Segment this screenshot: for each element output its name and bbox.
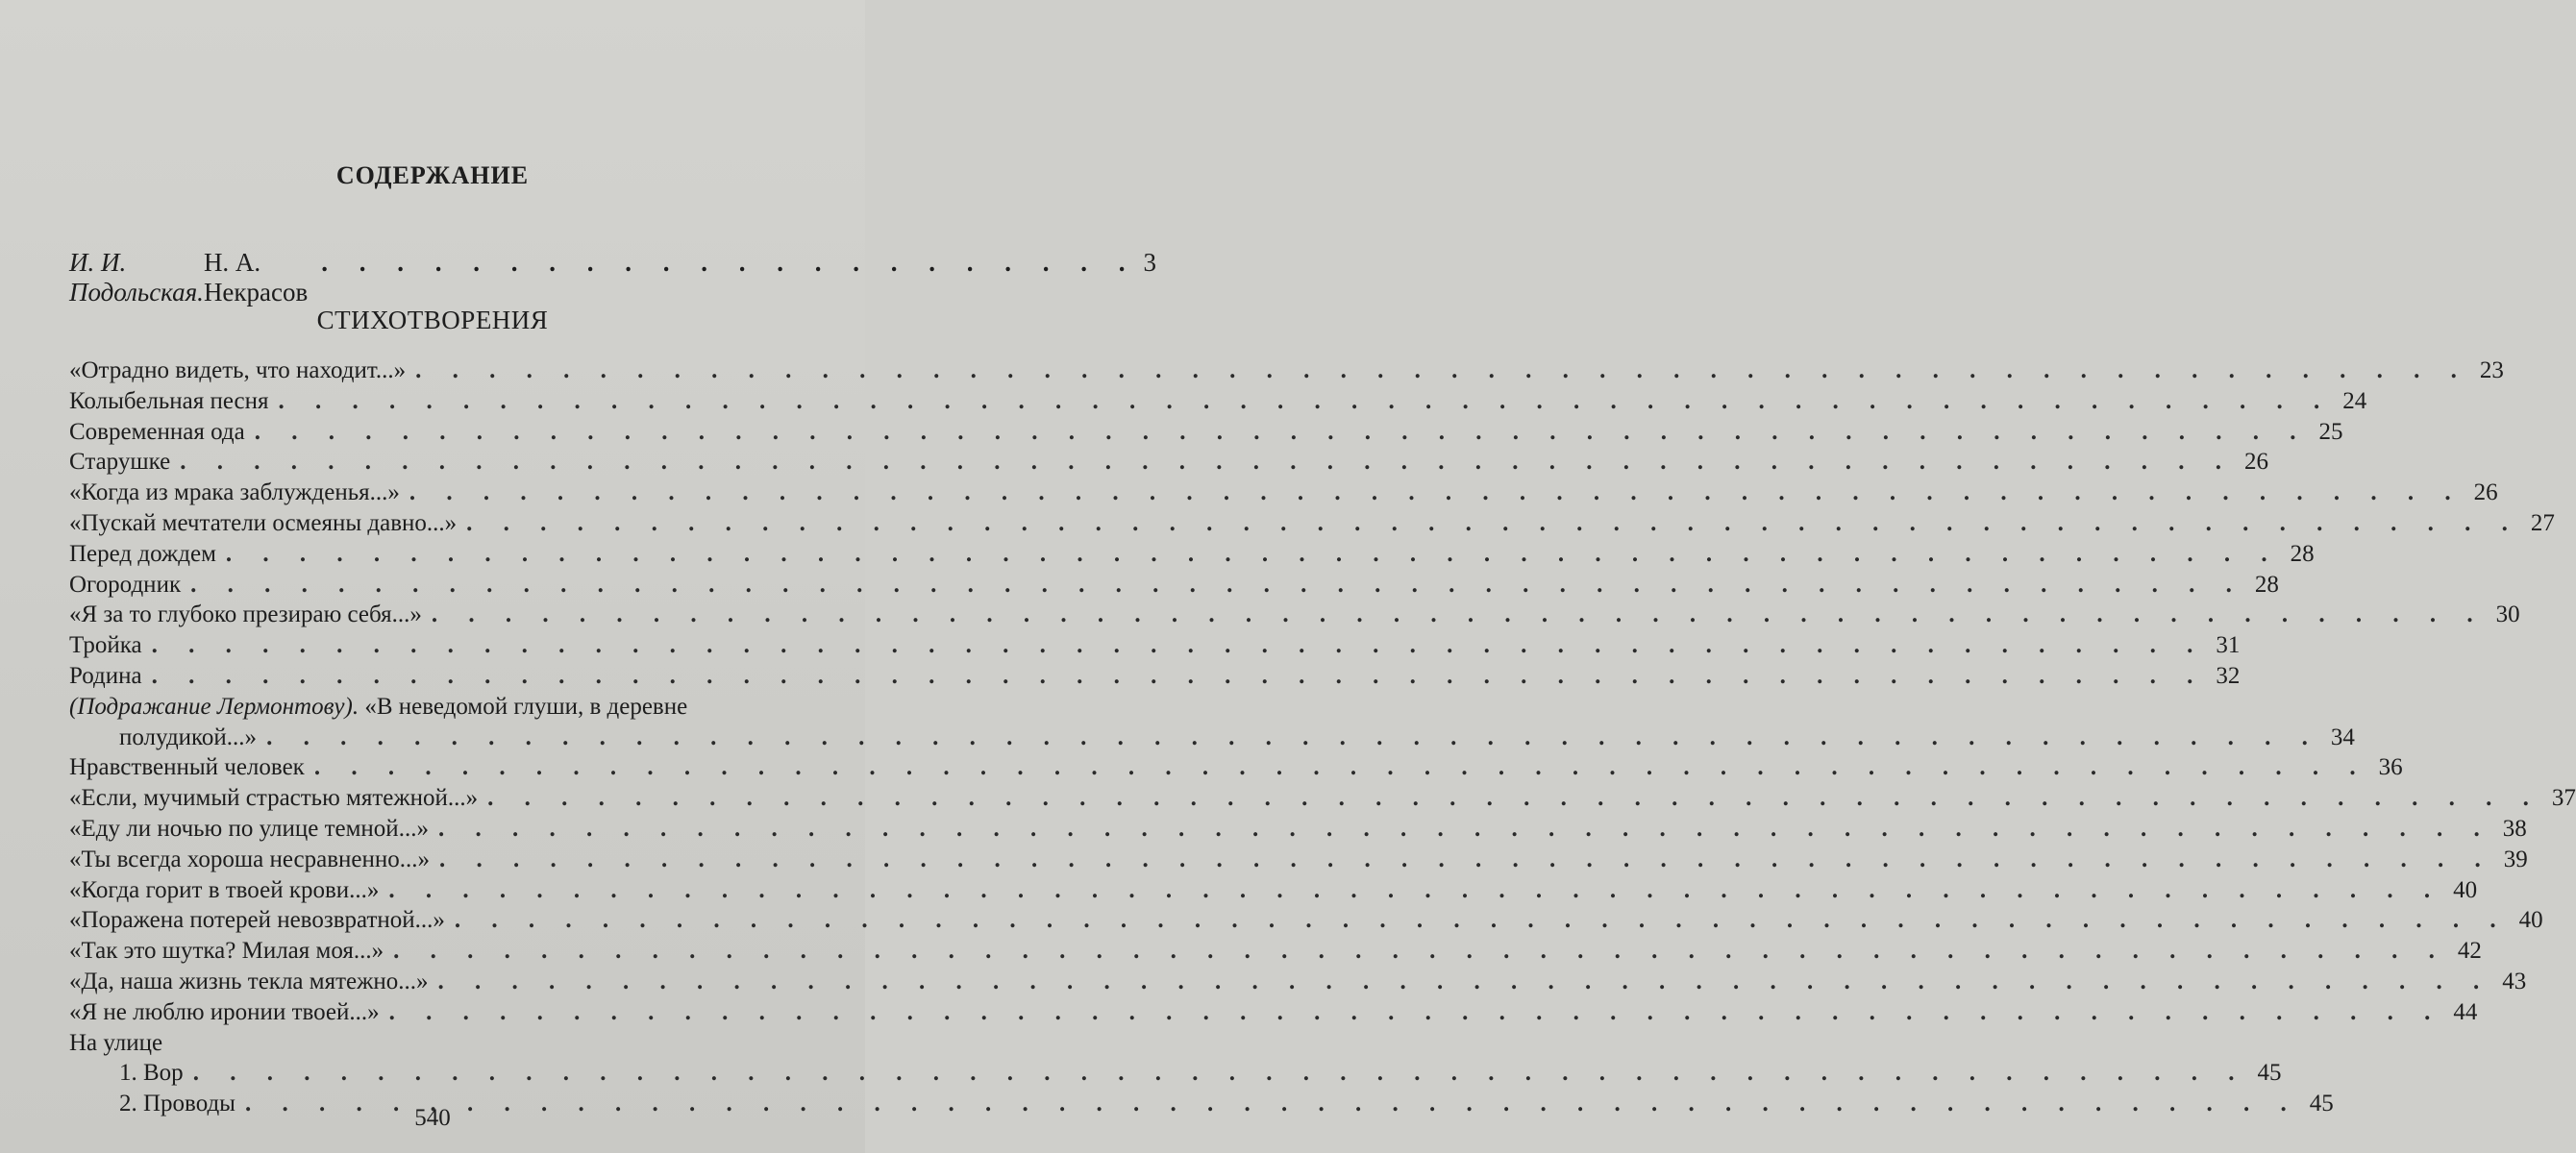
entry-page-number: 27 xyxy=(2530,509,2555,536)
leader-dots xyxy=(193,1058,2247,1089)
entry-title: Колыбельная песня xyxy=(69,387,269,414)
intro-entry xyxy=(69,248,1157,307)
toc-subentry xyxy=(69,1058,2282,1089)
intro-title: Н. А. Некрасов xyxy=(203,248,309,307)
entry-page-number: 28 xyxy=(2254,571,2279,598)
toc-entry xyxy=(69,936,2482,967)
entry-title xyxy=(69,692,687,723)
entry-page-number: 38 xyxy=(2502,815,2527,842)
entry-title: «Еду ли ночью по улице темной...» xyxy=(69,815,429,842)
entry-title: «Когда горит в твоей крови...» xyxy=(69,876,380,903)
leader-dots xyxy=(180,447,2234,478)
toc-entry xyxy=(69,600,2520,630)
page-heading: СОДЕРЖАНИЕ xyxy=(335,161,530,189)
leader-dots: . . . . . . . . . . . . . . . . . . . . . . xyxy=(321,248,1138,277)
entry-page-number: 40 xyxy=(2453,876,2478,903)
intro-author: И. И. Подольская. xyxy=(69,248,204,307)
entry-page-number: 34 xyxy=(2330,724,2355,750)
entry-title: «Я не люблю иронии твоей...» xyxy=(69,998,380,1025)
page-number-folio: 540 xyxy=(414,1105,451,1131)
leader-dots xyxy=(455,905,2509,936)
entry-page-number: 30 xyxy=(2495,601,2520,628)
toc-entry xyxy=(69,356,2504,386)
entry-title: Современная ода xyxy=(69,418,245,445)
toc-entry xyxy=(69,752,2403,783)
entry-page-number: 39 xyxy=(2503,846,2528,872)
entry-page-number: 44 xyxy=(2453,998,2478,1025)
toc-entry xyxy=(69,630,2241,661)
toc-entry xyxy=(69,692,817,723)
leader-dots xyxy=(279,386,2333,417)
toc-entry xyxy=(69,905,2543,936)
entry-page-number: 37 xyxy=(2551,785,2576,812)
leader-dots xyxy=(226,539,2280,570)
toc-entry xyxy=(69,997,2478,1028)
entry-title: Тройка xyxy=(69,632,142,659)
toc-entry-group xyxy=(69,1028,817,1059)
entry-title: «Отрадно видеть, что находит...» xyxy=(69,357,407,383)
contents-list xyxy=(69,356,2576,1119)
toc-entry xyxy=(69,539,2315,570)
entry-page-number: 24 xyxy=(2342,387,2367,414)
leader-dots xyxy=(432,600,2486,630)
entry-title-text: «В неведомой глуши, в деревне xyxy=(364,693,688,720)
leader-dots xyxy=(393,936,2447,967)
leader-dots xyxy=(415,356,2469,386)
entry-title: «Поражена потерей невозвратной...» xyxy=(69,907,445,934)
toc-entry xyxy=(69,417,2343,448)
toc-entry xyxy=(69,967,2527,997)
entry-title: Перед дождем xyxy=(69,540,216,567)
entry-page-number: 32 xyxy=(2216,662,2241,689)
toc-entry xyxy=(69,661,2241,692)
toc-entry xyxy=(69,508,2555,539)
leader-dots xyxy=(152,630,2206,661)
entry-title: Нравственный человек xyxy=(69,754,305,781)
entry-page-number: 28 xyxy=(2290,540,2315,567)
toc-entry xyxy=(69,845,2528,875)
intro-page-number: 3 xyxy=(1143,248,1157,277)
entry-title: На улице xyxy=(69,1029,163,1056)
entry-title-italic: (Подражание Лермонтову). xyxy=(69,693,359,720)
entry-page-number: 40 xyxy=(2518,907,2543,934)
section-title: СТИХОТВОРЕНИЯ xyxy=(316,306,549,334)
entry-title: «Ты всегда хороша несравненно...» xyxy=(69,846,431,872)
toc-entry xyxy=(69,570,2279,601)
toc-entry-continuation xyxy=(69,723,2355,753)
entry-title: полудикой...» xyxy=(119,724,258,750)
entry-title: 1. Вор xyxy=(119,1060,184,1087)
entry-title: Родина xyxy=(69,662,142,689)
leader-dots xyxy=(266,723,2320,753)
entry-page-number: 23 xyxy=(2479,357,2504,383)
entry-page-number: 36 xyxy=(2378,754,2403,781)
entry-title: Огородник xyxy=(69,571,182,598)
entry-title: «Когда из мрака заблужденья...» xyxy=(69,479,400,506)
entry-title: «Если, мучимый страстью мятежной...» xyxy=(69,785,479,812)
leader-dots xyxy=(438,967,2492,997)
entry-page-number: 26 xyxy=(2243,449,2268,476)
toc-entry xyxy=(69,814,2527,845)
leader-dots xyxy=(152,661,2206,692)
leader-dots xyxy=(438,814,2492,845)
entry-title: «Пускай мечтатели осмеяны давно...» xyxy=(69,509,458,536)
entry-title: «Да, наша жизнь текла мятежно...» xyxy=(69,968,429,994)
leader-dots xyxy=(439,845,2493,875)
leader-dots xyxy=(389,997,2443,1028)
leader-dots xyxy=(409,478,2464,508)
entry-page-number: 25 xyxy=(2318,418,2343,445)
leader-dots xyxy=(190,570,2244,601)
toc-entry xyxy=(69,447,2268,478)
entry-page-number: 45 xyxy=(2257,1060,2282,1087)
entry-title: «Я за то глубоко презираю себя...» xyxy=(69,601,422,628)
entry-title: Старушке xyxy=(69,449,171,476)
entry-title: «Так это шутка? Милая моя...» xyxy=(69,938,384,965)
entry-page-number: 43 xyxy=(2502,968,2527,994)
entry-title: 2. Проводы xyxy=(119,1091,235,1117)
entry-page-number: 42 xyxy=(2457,938,2482,965)
toc-entry xyxy=(69,386,2367,417)
toc-entry xyxy=(69,478,2498,508)
leader-dots xyxy=(487,783,2541,814)
leader-dots xyxy=(466,508,2520,539)
entry-page-number: 31 xyxy=(2216,632,2241,659)
entry-page-number: 45 xyxy=(2309,1091,2334,1117)
leader-dots xyxy=(314,752,2368,783)
toc-entry xyxy=(69,875,2478,906)
leader-dots xyxy=(255,417,2309,448)
entry-page-number: 26 xyxy=(2473,479,2498,506)
toc-entry xyxy=(69,783,2576,814)
leader-dots xyxy=(388,875,2442,906)
